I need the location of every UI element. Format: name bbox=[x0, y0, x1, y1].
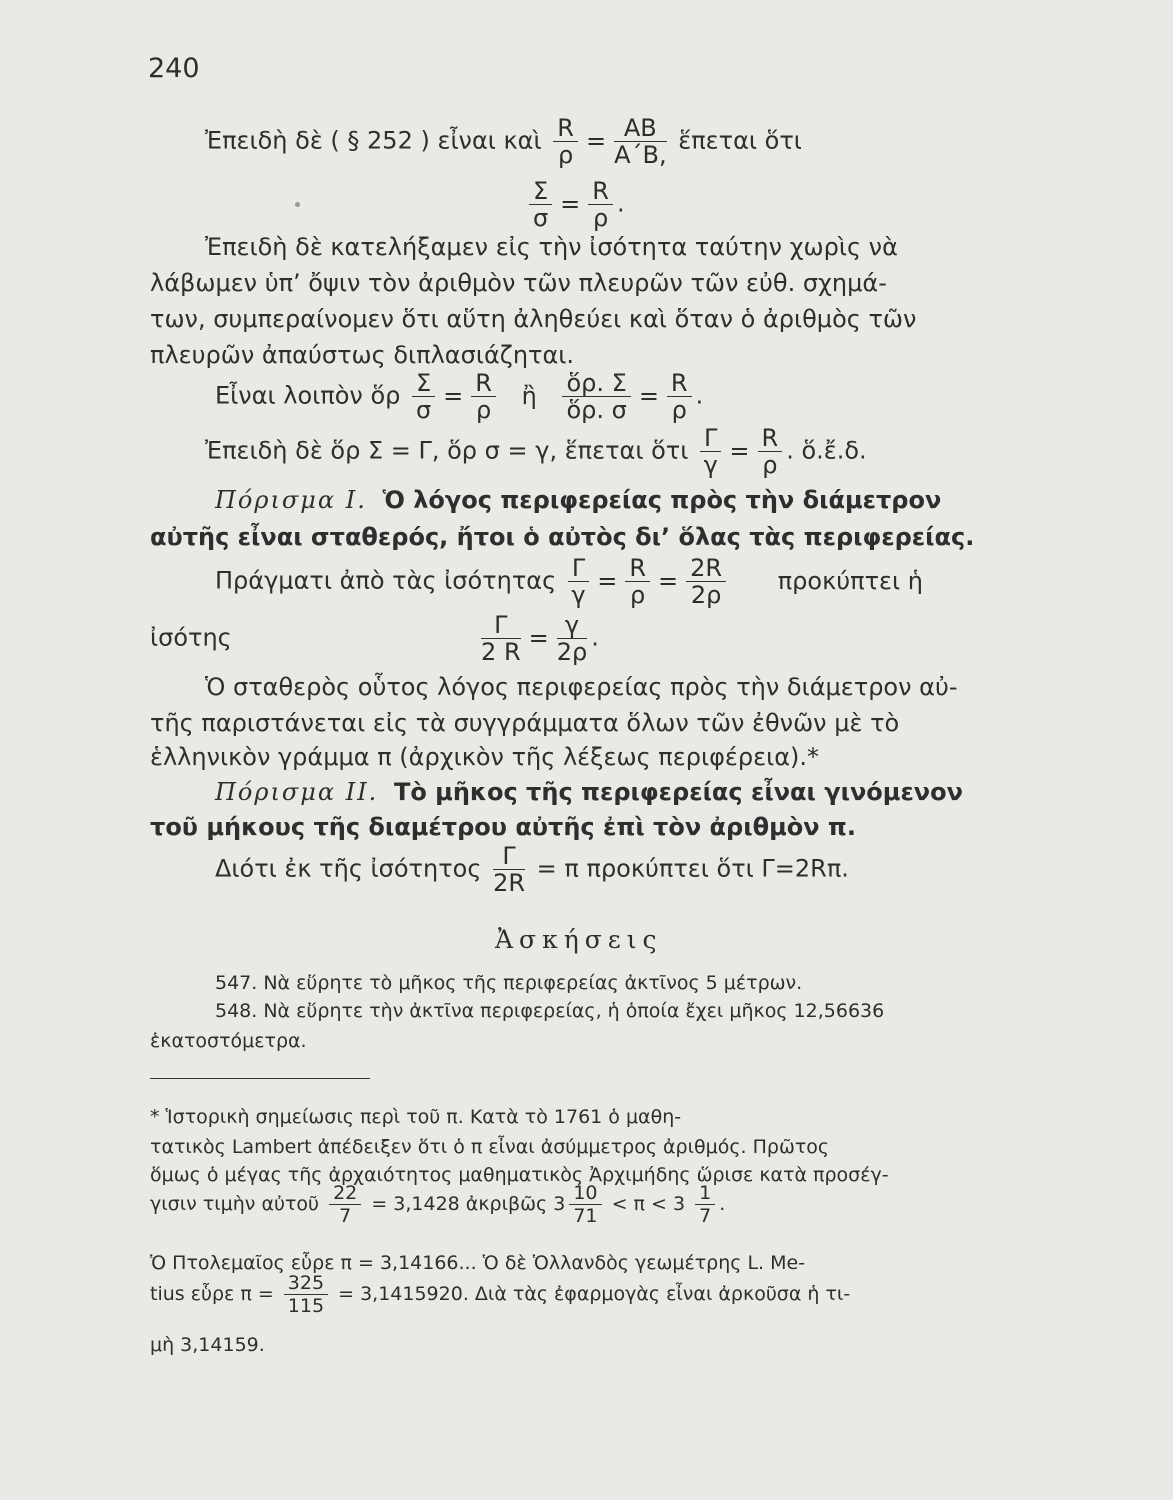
ink-speck bbox=[295, 202, 300, 207]
corollary-2-line-2: τοῦ μήκους τῆς διαμέτρου αὐτῆς ἐπὶ τὸν ἀριθμὸν π. bbox=[150, 813, 857, 841]
corollary-1-line-1: Πόρισμα I. Ὁ λόγος περιφερείας πρὸς τὴν διάμετρον bbox=[215, 486, 942, 514]
equation-line-1: Ἐπειδὴ δὲ ( § 252 ) εἶναι καὶ $\frac{R}{\rho}$ = $\frac{AB}{A΄B,}$ ἕπεται ὅτι bbox=[205, 114, 802, 169]
equation-line-4: Ἐπειδὴ δὲ ὅρ Σ = Γ, ὅρ σ = γ, ἕπεται ὅτι $\frac{\Gamma}{\gamma}$ = $\frac{R}{\rho}$ . ὅ.ἔ.δ. bbox=[205, 424, 867, 479]
footnote-line-2: τατικὸς Lambert ἀπέδειξεν ὅτι ὁ π εἶναι ἀσύμμετρος ἀριθμός. Πρῶτος bbox=[150, 1136, 830, 1158]
paragraph-1-line-4: πλευρῶν ἀπαύστως διπλασιάζηται. bbox=[150, 341, 575, 369]
paragraph-1-line-1: Ἐπειδὴ δὲ κατελήξαμεν εἰς τὴν ἰσότητα ταύτην χωρὶς νὰ bbox=[205, 233, 898, 261]
exercise-547: 547. Νὰ εὕρητε τὸ μῆκος τῆς περιφερείας ἀκτῖνος 5 μέτρων. bbox=[215, 972, 803, 994]
fraction-r-rho: $\frac{R}{\rho}$ bbox=[553, 115, 578, 168]
equation-line-6: ἰσότης $\frac{\Gamma}{2 R}$ = $\frac{\gamma}{2\rho}$ . bbox=[150, 611, 599, 666]
footnote-rule bbox=[150, 1078, 370, 1079]
paragraph-2-line-3: ἑλληνικὸν γράμμα π (ἀρχικὸν τῆς λέξεως περιφέρεια).* bbox=[150, 743, 820, 771]
footnote-line-6: tius εὗρε π = $\frac{325}{115}$ = 3,1415920. Διὰ τὰς ἐφαρμογὰς εἶναι ἀρκοῦσα ἡ τι- bbox=[150, 1272, 851, 1317]
equation-line-2: $\frac{\Sigma}{\sigma}$ = $\frac{R}{\rho}$ . bbox=[525, 178, 625, 231]
corollary-2-line-1: Πόρισμα II. Τὸ μῆκος τῆς περιφερείας εἶναι γινόμενον bbox=[215, 778, 963, 806]
footnote-line-1: * Ἱστορικὴ σημείωσις περὶ τοῦ π. Κατὰ τὸ 1761 ὁ μαθη- bbox=[150, 1106, 682, 1128]
exercises-heading: Ἀσκήσεις bbox=[495, 925, 663, 954]
paragraph-2-line-1: Ὁ σταθερὸς οὗτος λόγος περιφερείας πρὸς τὴν διάμετρον αὐ- bbox=[205, 673, 958, 701]
footnote-line-7: μὴ 3,14159. bbox=[150, 1334, 265, 1356]
footnote-line-5: Ὁ Πτολεμαῖος εὗρε π = 3,14166... Ὁ δὲ Ὁλλανδὸς γεωμέτρης L. Me- bbox=[150, 1252, 806, 1274]
footnote-line-4: γισιν τιμὴν αὐτοῦ $\frac{22}{7}$ = 3,1428 ἀκριβῶς 3 $\frac{10}{71}$ < π < 3 $\frac{1}{7}$ . bbox=[150, 1182, 726, 1227]
footnote-line-3: ὅμως ὁ μέγας τῆς ἀρχαιότητος μαθηματικὸς Ἀρχιμήδης ὥρισε κατὰ προσέγ- bbox=[150, 1164, 889, 1186]
exercise-548-line-1: 548. Νὰ εὕρητε τὴν ἀκτῖνα περιφερείας, ἡ ὁποία ἔχει μῆκος 12,56636 bbox=[215, 1000, 885, 1022]
fraction-ab: $\frac{AB}{A΄B,}$ bbox=[614, 114, 667, 169]
paragraph-1-line-3: των, συμπεραίνομεν ὅτι αὕτη ἀληθεύει καὶ ὅταν ὁ ἀριθμὸς τῶν bbox=[150, 305, 917, 333]
paragraph-1-line-2: λάβωμεν ὑπ’ ὄψιν τὸν ἀριθμὸν τῶν πλευρῶν τῶν εὐθ. σχημά- bbox=[150, 269, 887, 297]
page-number: 240 bbox=[148, 53, 200, 84]
exercise-548-line-2: ἑκατοστόμετρα. bbox=[150, 1030, 307, 1052]
paragraph-2-line-2: τῆς παριστάνεται εἰς τὰ συγγράμματα ὅλων τῶν ἐθνῶν μὲ τὸ bbox=[150, 709, 900, 737]
equation-line-7: Διότι ἐκ τῆς ἰσότητος $\frac{\Gamma}{2R}$ = π προκύπτει ὅτι Γ=2Rπ. bbox=[215, 842, 849, 897]
corollary-1-line-2: αὐτῆς εἶναι σταθερός, ἤτοι ὁ αὐτὸς δι’ ὅλας τὰς περιφερείας. bbox=[150, 523, 975, 551]
equation-line-3: Εἶναι λοιπὸν ὅρ $\frac{\Sigma}{\sigma}$ = $\frac{R}{\rho}$ ἢ $\frac{\text{ὅρ. Σ}}{\text{ὅρ. σ}}$ = $\frac{R}{\rho}$ . bbox=[215, 369, 704, 424]
equation-line-5: Πράγματι ἀπὸ τὰς ἰσότητας $\frac{\Gamma}{\gamma}$ = $\frac{R}{\rho}$ = $\frac{2R}{2\rho}$ προκύπτει ἡ bbox=[215, 554, 923, 609]
